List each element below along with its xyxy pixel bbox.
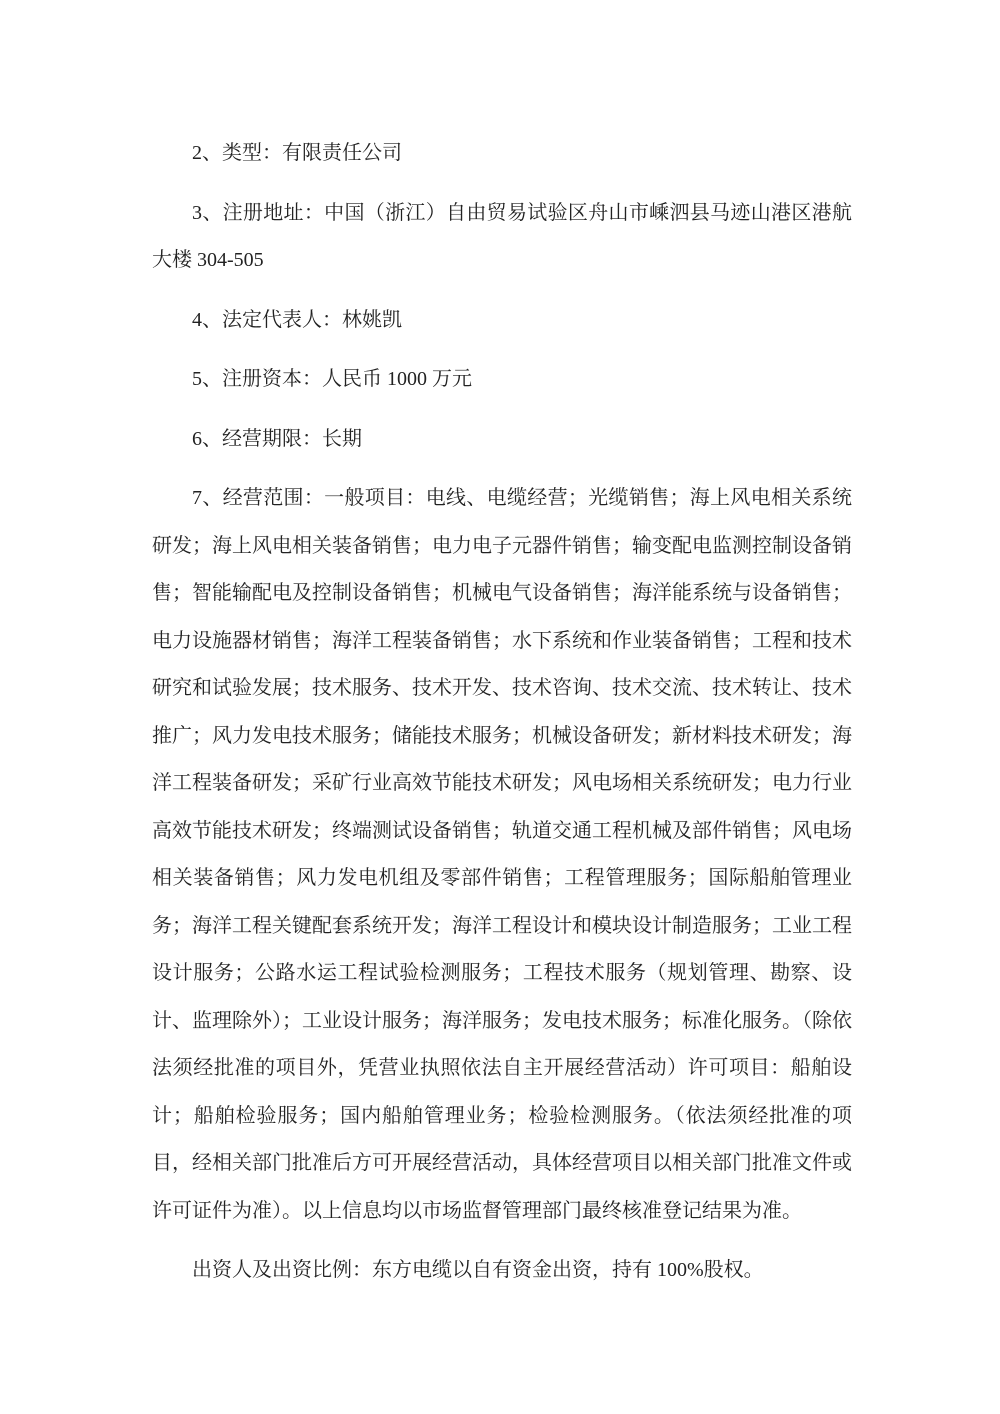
paragraph-company-type: 2、类型：有限责任公司: [192, 142, 402, 164]
paragraph-registered-address: 3、注册地址：中国（浙江）自由贸易试验区舟山市嵊泗县马迹山港区港航大楼 304-505: [152, 201, 852, 271]
paragraph-registered-capital: 5、注册资本：人民币 1000 万元: [192, 368, 472, 390]
paragraph-business-scope: 7、经营范围：一般项目：电线、电缆经营；光缆销售；海上风电相关系统研发；海上风电相关装备销售；电力电子元器件销售；输变配电监测控制设备销售；智能输配电及控制设备销售；机械电气设备销售；海洋能系统与设备销售；电力设施器材销售；海洋工程装备销售；水下系统和作业装备销售；工程和技术研究和试验发展；技术服务、技术开发、技术咨询、技术交流、技术转让、技术推广；风力发电技术服务；储能技术服务；机械设备研发；新材料技术研发；海洋工程装备研发；采矿行业高效节能技术研发；风电场相关系统研发；电力行业高效节能技术研发；终端测试设备销售；轨道交通工程机械及部件销售；风电场相关装备销售；风力发电机组及零部件销售；工程管理服务；国际船舶管理业务；海洋工程关键配套系统开发；海洋工程设计和模块设计制造服务；工业工程设计服务；公路水运工程试验检测服务；工程技术服务（规划管理、勘察、设计、监理除外）；工业设计服务；海洋服务；发电技术服务；标准化服务。（除依法须经批准的项目外，凭营业执照依法自主开展经营活动）许可项目：船舶设计；船舶检验服务；国内船舶管理业务；检验检测服务。（依法须经批准的项目，经相关部门批准后方可开展经营活动，具体经营项目以相关部门批准文件或许可证件为准）。以上信息均以市场监督管理部门最终核准登记结果为准。: [152, 487, 852, 1222]
paragraph-business-term: 6、经营期限：长期: [192, 427, 362, 450]
paragraph-investor-and-ratio: 出资人及出资比例：东方电缆以自有资金出资，持有 100%股权。: [192, 1259, 764, 1281]
paragraph-legal-representative: 4、法定代表人：林姚凯: [192, 308, 402, 331]
